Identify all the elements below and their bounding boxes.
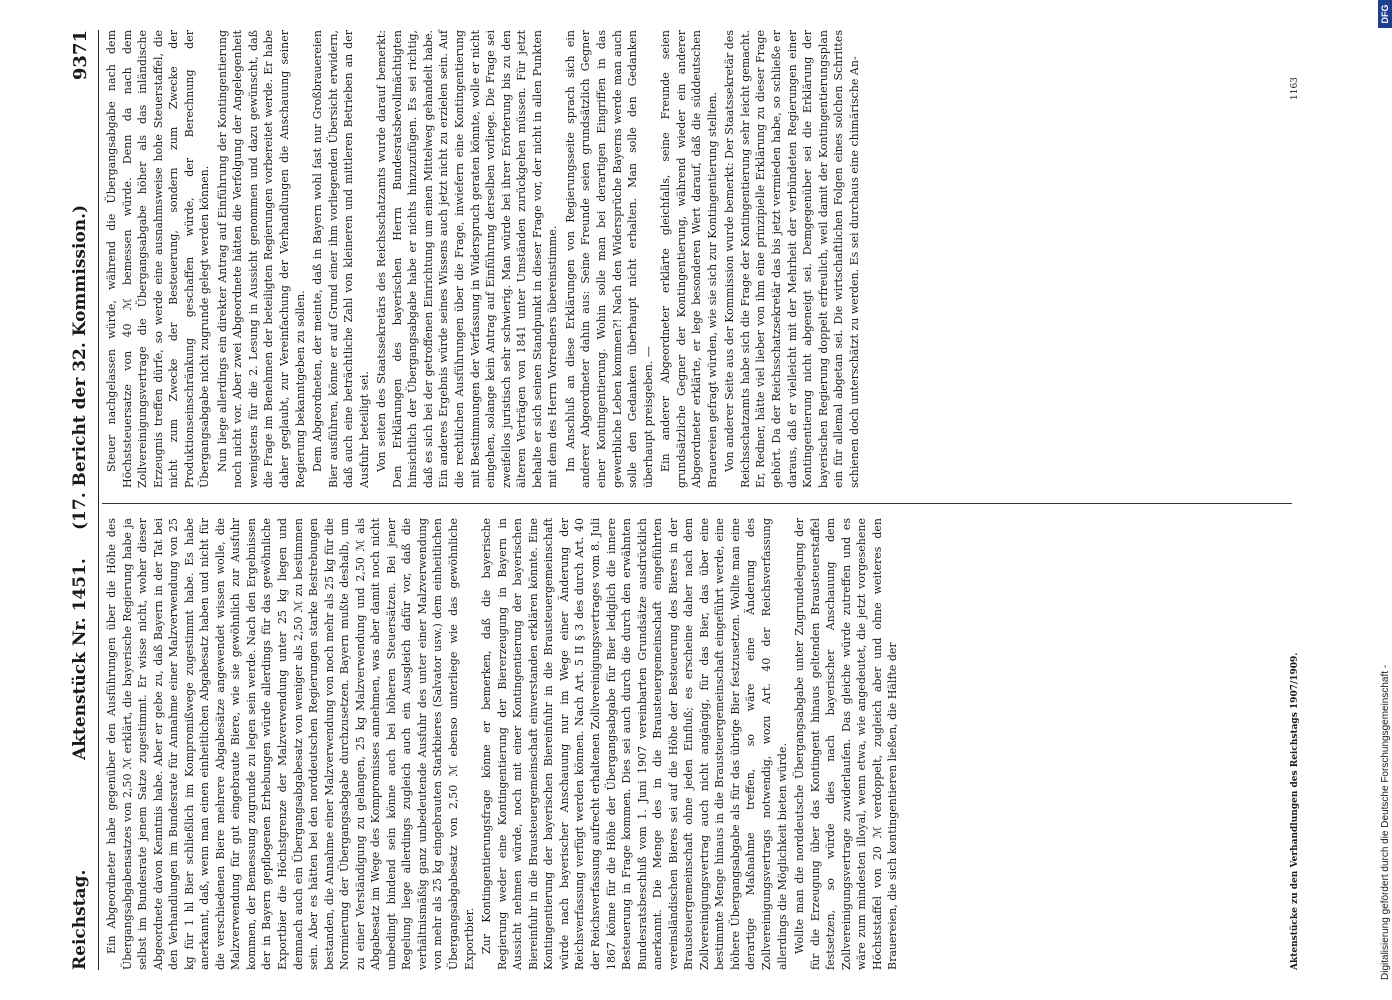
paragraph: Von anderer Seite aus der Kommission wurde bemerkt: Der Staatssekretär des Reichsschatzamts habe sich die Frage der Kontingentierung sehr leicht gemacht. Er, Redner, hätte viel lieber von ihm eine prinzipielle Erklärung zu dieser Frage gehört. Da der Reichsschatzsekretär das bis jetzt vermieden habe, so schließe er daraus, daß er vielleicht mit der Mehrheit der verbündeten Regierungen einer Kontingentierung nicht abgeneigt sei. Demgegenüber sei die Erklärung der bayerischen Regierung doppelt erfreulich, weil damit der Kontingentierungsplan ein für allemal abgetan sei. Die wirtschaftlichen Folgen eines solchen Schrittes schienen doch unterschätzt zu werden. Es sei durchaus eine chimärische An-	[723, 30, 861, 488]
paragraph: Ein anderer Abgeordneter erklärte gleichfalls, seine Freunde seien grundsätzliche Gegner der Kontingentierung, während wieder ein anderer Abgeordneter erklärte, er lege besonderen Wert darauf, daß die süddeutschen Brauereien gefragt würden, wie sie sich zur Kontingentierung stellten.	[659, 30, 719, 488]
digitization-credit: Digitalisierung gefördert durch die Deutsche Forschungsgemeinschaft -	[1380, 664, 1391, 980]
paragraph: Im Anschluß an diese Erklärungen von Regierungsseite sprach sich ein anderer Abgeordneter dahin aus: Seine Freunde seien grundsätzlich Gegner einer Kontingentierung. Wohin solle man bei derartigen Eingriffen in das gewerbliche Leben kommen?! Nach den Widersprüche Bayerns werde man auch solle den Gedanken überhaupt nicht erhalten. Man solle den Gedanken überhaupt preisgeben. —	[563, 30, 655, 488]
page-header	[64, 30, 98, 970]
column-divider	[102, 503, 1292, 504]
left-text-column	[104, 518, 1284, 970]
header-report-title: (17. Bericht der 32. Kommission.)	[70, 204, 90, 530]
header-document-number: Aktenstück Nr. 1451.	[70, 558, 90, 760]
paragraph: Steuer nachgelassen würde, während die Übergangsabgabe nach dem Höchststeuersatze von 40 ℳ bemessen würde. Denn da nach dem Zollvereinigungsvertrage die Übergangsabgabe höher als das inländische Erzeugnis treffen dürfe, so werde eine ausnahmsweise hohe Steuerstaffel, die nicht zum Zwecke der Besteuerung, sondern zum Zwecke der Produktionseinschränkung geschaffen würde, der Berechnung der Übergangsabgabe nicht zugrunde gelegt werden können.	[105, 30, 212, 488]
right-text-column	[104, 30, 1284, 488]
paragraph: Wollte man die norddeutsche Übergangsabgabe unter Zugrundelegung der für die Erzeugung über das Kontingent hinaus geltenden Brausteuerstaffel festsetzen, so würde dies nach bayerischer Anschauung dem Zollvereinigungsvertrage zuwiderlaufen. Das gleiche würde zutreffen und es wäre zum mindesten illoyal, wenn etwa, wie angedeutet, die jetzt vorgesehene Höchststaffel von 20 ℳ verdoppelt, zugleich aber und ohne weiteres den Brauereien, die sich kontingentieren ließen, die Hälfte der	[793, 518, 900, 970]
paragraph: Ein Abgeordneter habe gegenüber den Ausführungen über die Höhe des Übergangsabgabensatzes von 2,50 ℳ erklärt, die bayerische Regierung habe ja selbst im Bundesrate jenem Satze zugestimmt. Er wisse nicht, woher dieser Abgeordnete davon Kenntnis habe. Aber er gebe zu, daß Bayern in der Tat bei den Verhandlungen im Bundesrate für Annahme einer Malzverwendung von 25 kg für 1 hl Bier schließlich im Kompromißwege zugestimmt habe. Es habe anerkannt, daß, wenn man einen einheitlichen Abgabesatz haben und nicht für die verschiedenen Biere mehrere Abgabesätze angewendet wissen wolle, die Malzverwendung für gut eingebraute Biere, wie sie gewöhnlich zur Ausfuhr kommen, der Bemessung zugrunde zu legen sein werde. Nach den Ergebnissen der in Bayern gepflogenen Erhebungen würde allerdings für das gewöhnliche Exportbier die Höchstgrenze der Malzverwendung unter 25 kg liegen und demnach auch ein Übergangsabgabesatz von weniger als 2,50 ℳ zu bestimmen sein. Aber es hätten bei den norddeutschen Regierungen starke Bestrebungen bestanden, die Annahme einer Malzverwendung von noch mehr als 25 kg für die Normierung der Übergangsabgabe durchzusetzen. Bayern mußte deshalb, um zu einer Verständigung zu gelangen, 25 kg Malzverwendung und 2,50 ℳ als Abgabesatz im Wege des Kompromisses annehmen, was aber damit noch nicht unbedingt bindend sein könne auch bei höheren Steuersätzen. Bei jener Regelung liege allerdings zugleich auch ein Ausgleich dafür vor, daß die verhältnismäßig ganz unbedeutende Ausfuhr des unter einer Malzverwendung von mehr als 25 kg eingebrauten Starkbieres (Salvator usw.) dem einheitlichen Übergangsabgabesatz von 2,50 ℳ ebenso unterliege wie das gewöhnliche Exportbier.	[105, 518, 476, 970]
dfg-logo: DFG	[1378, 0, 1392, 28]
footer-source: Aktenstücke zu den Verhandlungen des Reichstags 1907/1909.	[1290, 652, 1300, 970]
rotated-page	[40, 0, 1391, 1000]
paragraph: Nun liege allerdings ein direkter Antrag auf Einführung der Kontingentierung noch nicht vor. Aber zwei Abgeordnete hätten die Verfolgung der Angelegenheit wenigstens für die 2. Lesung in Aussicht genommen und dazu gewünscht, daß die Frage im Benehmen der beteiligten Regierungen vorbereitet werde. Er habe daher geglaubt, zur Vereinfachung der Verhandlungen die Anschauung seiner Regierung bekanntgeben zu sollen.	[215, 30, 307, 488]
paragraph: Dem Abgeordneten, der meinte, daß in Bayern wohl fast nur Großbrauereien Bier ausführen, könne er auf Grund einer ihm vorliegenden Übersicht erwidern, daß auch eine beträchtliche Zahl von kleineren und mittleren Betrieben an der Ausfuhr beteiligt sei.	[311, 30, 371, 488]
footer-page-number: 1163	[1290, 77, 1300, 100]
header-left: Reichstag.	[70, 869, 90, 970]
paragraph: Zur Kontingentierungsfrage könne er bemerken, daß die bayerische Regierung weder eine Kontingentierung der Biererzeugung in Bayern in Aussicht nehmen würde, noch mit einer Kontingentierung der bayerischen Biereinfuhr in die Brausteuergemeinschaft einverstanden erklären könnte. Eine Kontingentierung der bayerischen Biereinfuhr in die Brausteuergemeinschaft würde nach bayerischer Anschauung nur im Wege einer Änderung der Reichsverfassung verfügt werden können. Nach Art. 5 II § 3 des durch Art. 40 der Reichsverfassung aufrecht erhaltenen Zollvereinigungsvertrages vom 8. Juli 1867 könne für die Höhe der Übergangsabgabe für Bier lediglich die innere Besteuerung in Frage kommen. Dies sei auch durch die durch den erwähnten Bundesratsbeschluß vom 1. Juni 1907 vereinbarten Grundsätze ausdrücklich anerkannt. Die Menge des in die Brausteuergemeinschaft eingeführten vereinsländischen Bieres sei auf die Höhe der Besteuerung des Bieres in der Brausteuergemeinschaft ohne jeden Einfluß; es erscheine daher nach dem Zollvereinigungsvertrag auch nicht angängig, für das Bier, das über eine bestimmte Menge hinaus in die Brausteuergemeinschaft eingeführt werde, eine höhere Übergangsabgabe als für das übrige Bier festzusetzen. Wollte man eine derartige Maßnahme treffen, so wäre eine Änderung des Zollvereinigungsvertrags notwendig, wozu Art. 40 der Reichsverfassung allerdings die Möglichkeit bieten würde.	[480, 518, 789, 970]
header-rule	[98, 30, 99, 970]
page-number: 9371	[70, 30, 91, 81]
paragraph: Von seiten des Staatssekretärs des Reichsschatzamts wurde darauf bemerkt: Den Erklärungen des bayerischen Herrn Bundesratsbevollmächtigten hinsichtlich der Übergangsabgabe habe er nichts hinzuzufügen. Es sei richtig, daß es sich bei der getroffenen Einrichtung um einen Mittelweg gehandelt habe. Ein anderes Ergebnis würde seines Wissens auch jetzt nicht zu erzielen sein. Auf die rechtlichen Ausführungen über die Frage, inwiefern eine Kontingentierung mit Bestimmungen der Verfassung in Widerspruch geraten könnte, wolle er nicht eingehen, solange kein Antrag auf Einführung derselben vorliege. Die Frage sei zweifellos juristisch sehr schwierig. Man würde bei ihrer Erörterung bis zu den älteren Verträgen von 1841 unter Umständen zurückgehen müssen. Für jetzt behalte er sich seinen Standpunkt in dieser Frage vor, der nicht in allen Punkten mit dem des Herrn Vorredners übereinstimme.	[375, 30, 560, 488]
